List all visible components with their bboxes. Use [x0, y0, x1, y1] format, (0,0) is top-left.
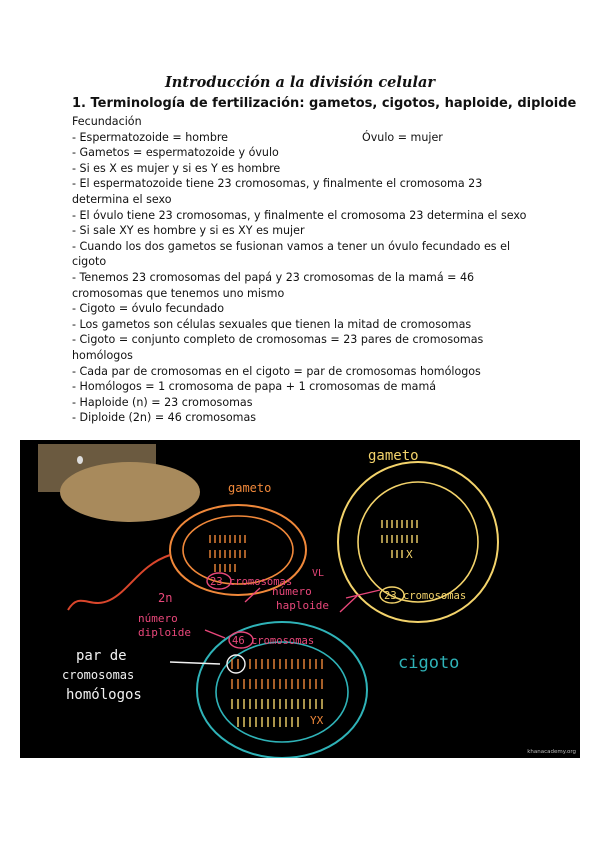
label-x-right: X	[406, 548, 413, 561]
label-numero-diploide-2: diploide	[138, 626, 191, 639]
zygote-nucleus	[216, 642, 348, 742]
diagram-canvas	[20, 440, 580, 758]
label-gameto-left: gameto	[228, 481, 272, 495]
document-title: Introducción a la división celular	[165, 74, 435, 91]
notes-body	[72, 114, 542, 426]
note-left: - Espermatozoide = hombre	[72, 130, 229, 144]
note-line: - Cada par de cromosomas en el cigoto = par de cromosomas homólogos	[72, 364, 481, 378]
note-line: - El espermatozoide tiene 23 cromosomas, y finalmente el cromosoma 23 determina el sexo	[72, 177, 486, 206]
label-23-cromosomas-left: 23 cromosomas	[210, 576, 293, 588]
label-23-cromosomas-right: 23 cromosomas	[384, 590, 467, 602]
note-line: - Cigoto = óvulo fecundado	[72, 302, 225, 316]
label-cigoto: cigoto	[398, 653, 460, 673]
left-chromosomes	[210, 535, 245, 572]
fertilization-diagram	[20, 440, 580, 758]
label-46-cromosomas: 46 cromosomas	[232, 635, 315, 647]
arrow-diploide	[205, 630, 225, 638]
note-line: - Gametos = espermatozoide y óvulo	[72, 146, 279, 160]
left-gamete-nucleus	[183, 516, 293, 584]
note-line: - Cigoto = conjunto completo de cromosomas = 23 pares de cromosomas homólogos	[72, 333, 487, 362]
note-line: - Tenemos 23 cromosomas del papá y 23 cromosomas de la mamá = 46 cromosomas que tenemos uno mismo	[72, 270, 478, 300]
note-line: - Diploide (2n) = 46 cromosomas	[72, 411, 257, 425]
label-yx-bottom: YX	[310, 714, 324, 727]
label-numero-diploide-1: número	[138, 612, 178, 625]
label-cromosomas-homologos: cromosomas	[62, 668, 135, 682]
label-2n: 2n	[158, 591, 173, 605]
image-credit: khanacademy.org	[527, 749, 576, 755]
note-line: - Si sale XY es hombre y si es XY es mujer	[72, 224, 305, 238]
label-vl: VL	[312, 568, 325, 579]
note-line-two-columns	[72, 130, 542, 146]
note-right: Óvulo = mujer	[362, 130, 443, 144]
zygote-chromosomes-row3	[232, 699, 322, 709]
note-line: Fecundación	[72, 115, 142, 128]
sperm-tail	[68, 555, 173, 610]
note-line: - Cuando los dos gametos se fusionan vamos a tener un óvulo fecundado es el cigoto	[72, 239, 514, 269]
label-numero: número	[272, 585, 312, 598]
label-par-de: par de	[76, 648, 127, 664]
arrow-homologos	[170, 662, 220, 664]
note-line: - Homólogos = 1 cromosoma de papa + 1 cromosomas de mamá	[72, 380, 437, 394]
label-haploide: haploide	[276, 599, 329, 612]
zygote-chromosomes-row2	[232, 679, 322, 689]
homologous-pair-circle	[227, 655, 245, 673]
sperm-head-photo	[77, 456, 83, 464]
note-line: - El óvulo tiene 23 cromosomas, y finalmente el cromosoma 23 determina el sexo	[72, 208, 527, 222]
note-line: - Haploide (n) = 23 cromosomas	[72, 395, 253, 409]
zygote-chromosomes-row4	[238, 717, 298, 727]
section-heading: 1. Terminología de fertilización: gametos, cigotos, haploide, diploide	[72, 96, 577, 111]
note-line: - Si es X es mujer y si es Y es hombre	[72, 161, 281, 175]
egg-surface-photo	[60, 462, 200, 522]
arrow-haploide-right	[346, 590, 380, 598]
label-homologos: homólogos	[66, 687, 142, 703]
note-line: - Los gametos son células sexuales que tienen la mitad de cromosomas	[72, 317, 472, 331]
right-gamete-nucleus	[358, 482, 478, 602]
label-gameto-right: gameto	[368, 448, 419, 464]
